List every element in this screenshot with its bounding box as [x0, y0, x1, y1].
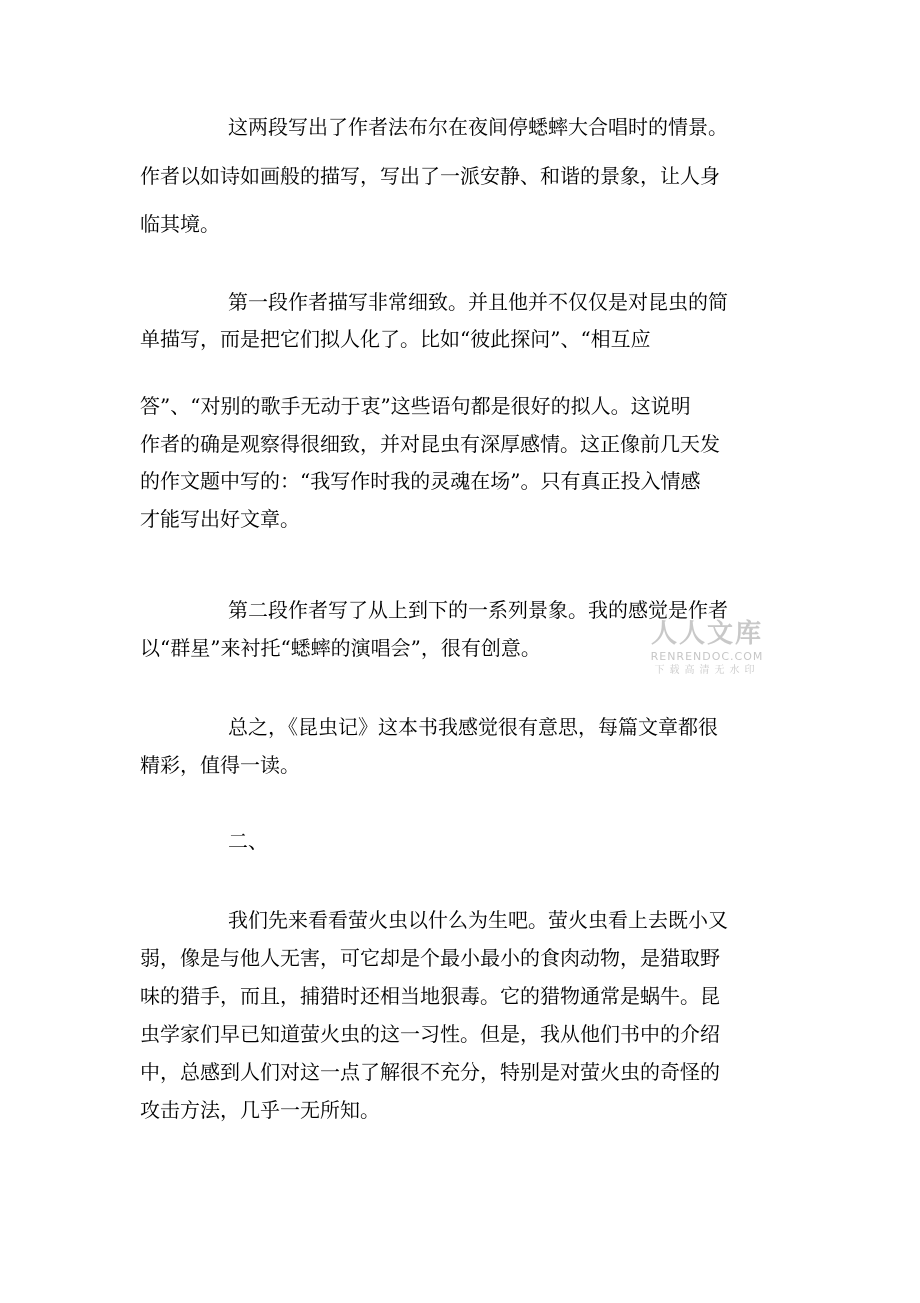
- paragraph-2-line-6: 才能写出好文章。: [140, 507, 300, 531]
- paragraph-1-line-3: 临其境。: [140, 212, 220, 236]
- paragraph-2-line-5: 的作文题中写的：“我写作时我的灵魂在场”。只有真正投入情感: [140, 469, 701, 493]
- paragraph-6-line-1: 我们先来看看萤火虫以什么为生吧。萤火虫看上去既小又: [228, 908, 728, 932]
- paragraph-1-line-2: 作者以如诗如画般的描写，写出了一派安静、和谐的景象，让人身: [140, 164, 720, 188]
- paragraph-1-line-1: 这两段写出了作者法布尔在夜间停蟋蟀大合唱时的情景。: [228, 115, 728, 139]
- paragraph-6-line-3: 味的猎手，而且，捕猎时还相当地狠毒。它的猎物通常是蜗牛。昆: [140, 984, 720, 1008]
- paragraph-6-line-2: 弱，像是与他人无害，可它却是个最小最小的食肉动物，是猎取野: [140, 946, 720, 970]
- paragraph-2-line-3: 答”、“对别的歌手无动于衷”这些语句都是很好的拟人。这说明: [140, 394, 691, 418]
- paragraph-3-line-1: 第二段作者写了从上到下的一系列景象。我的感觉是作者: [228, 598, 728, 622]
- paragraph-6-line-5: 中，总感到人们对这一点了解很不充分，特别是对萤火虫的奇怪的: [140, 1060, 720, 1084]
- paragraph-4-line-2: 精彩，值得一读。: [140, 753, 300, 777]
- paragraph-2-line-2: 单描写，而是把它们拟人化了。比如“彼此探问”、“相互应: [140, 327, 651, 351]
- paragraph-3-line-2: 以“群星”来衬托“蟋蟀的演唱会”，很有创意。: [140, 636, 541, 660]
- paragraph-4-line-1: 总之，《昆虫记》这本书我感觉很有意思，每篇文章都很: [228, 715, 718, 739]
- paragraph-2-line-1: 第一段作者描写非常细致。并且他并不仅仅是对昆虫的简: [228, 290, 728, 314]
- paragraph-6-line-6: 攻击方法，几乎一无所知。: [140, 1098, 380, 1122]
- section-heading: 二、: [228, 829, 268, 853]
- watermark-title: 人人文库: [650, 619, 763, 649]
- watermark: [640, 618, 774, 677]
- watermark-subtitle: 下载高清无水印: [654, 665, 760, 676]
- watermark-domain: RENRENDOC.COM: [650, 650, 764, 663]
- paragraph-6-line-4: 虫学家们早已知道萤火虫的这一习性。但是，我从他们书中的介绍: [140, 1022, 720, 1046]
- paragraph-2-line-4: 作者的确是观察得很细致，并对昆虫有深厚感情。这正像前几天发: [140, 432, 720, 456]
